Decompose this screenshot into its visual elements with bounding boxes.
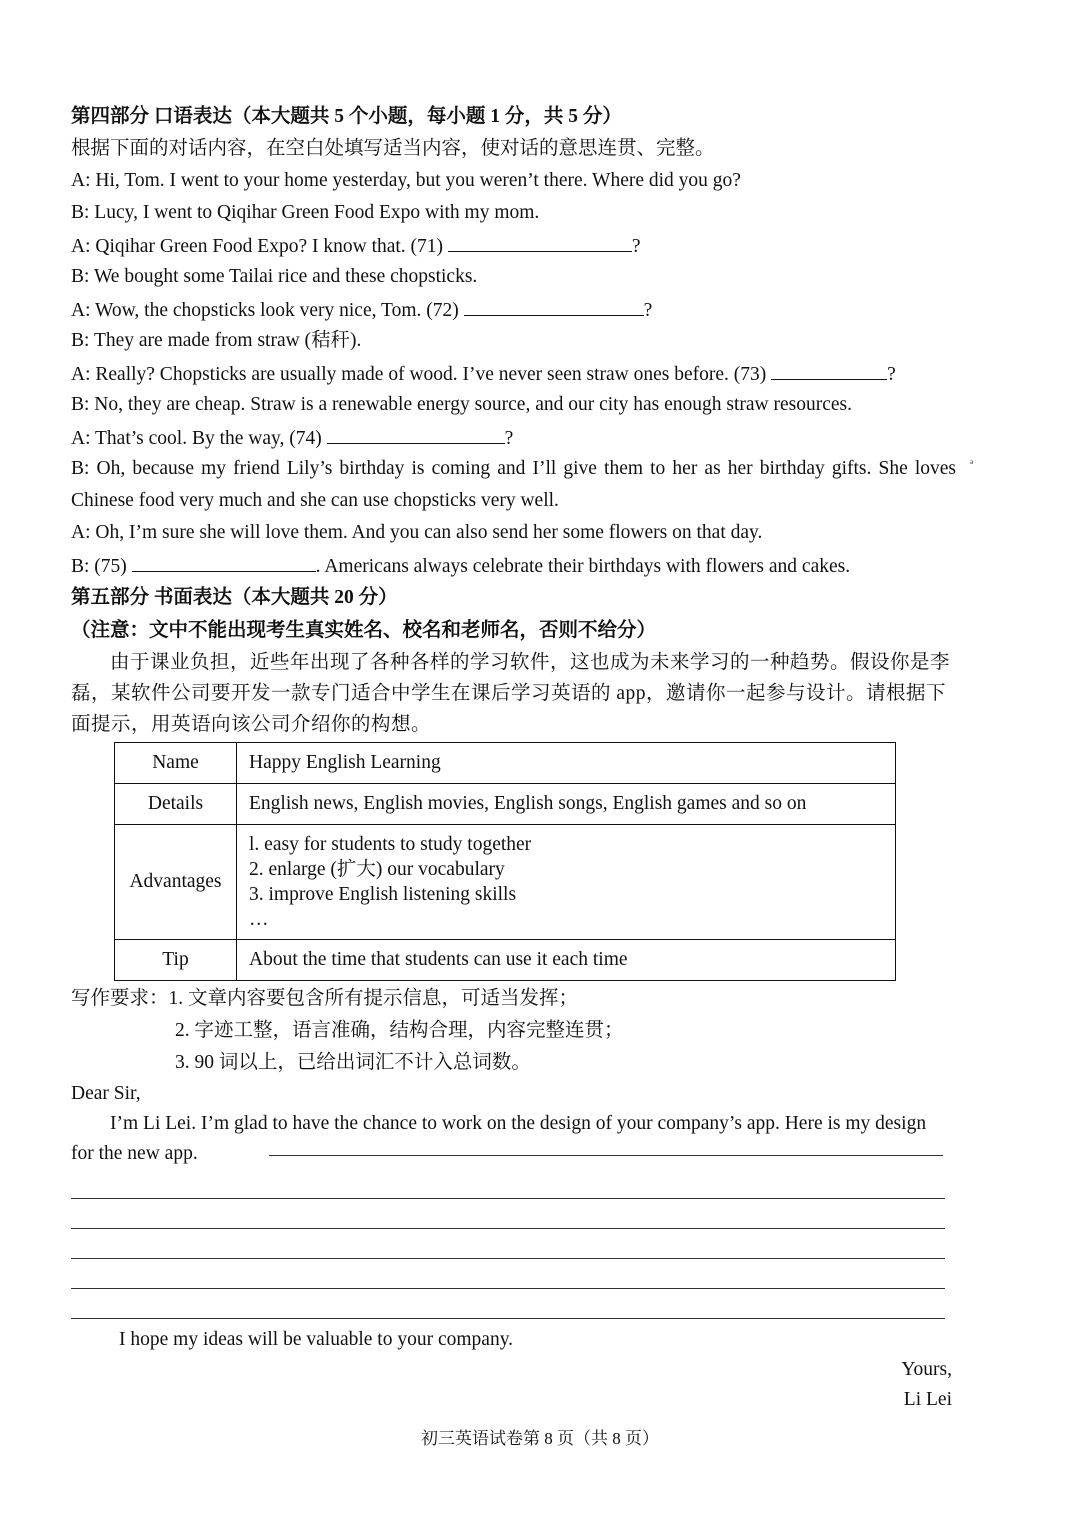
app-info-table xyxy=(114,742,896,981)
dialogue-text: A: Really? Chopsticks are usually made of wood. I’ve never seen straw ones before. (73) xyxy=(71,364,772,385)
writing-line[interactable] xyxy=(71,1229,945,1259)
part5-note: （注意：文中不能出现考生真实姓名、校名和老师名，否则不给分） xyxy=(71,620,657,641)
dialogue-text: A: That’s cool. By the way, (74) xyxy=(71,428,327,449)
answer-blank-75[interactable] xyxy=(132,549,316,572)
requirement-item: 1. 文章内容要包含所有提示信息，可适当发挥； xyxy=(168,988,579,1009)
dialogue-text: ? xyxy=(504,428,514,449)
answer-blank-71[interactable] xyxy=(448,229,632,252)
dialogue-text: ? xyxy=(887,364,896,385)
dialogue-line-75 xyxy=(71,549,956,581)
part4-instruction: 根据下面的对话内容，在空白处填写适当内容，使对话的意思连贯、完整。 xyxy=(71,138,715,159)
exam-page xyxy=(71,100,956,1415)
writing-line[interactable] xyxy=(269,1155,943,1156)
tip-key: Tip xyxy=(115,940,237,981)
table-row xyxy=(115,743,896,784)
dialogue-line: B: We bought some Tailai rice and these chopsticks. xyxy=(71,266,478,287)
writing-line[interactable] xyxy=(71,1289,945,1319)
requirement-line xyxy=(71,983,956,1015)
dialogue-line: A: Hi, Tom. I went to your home yesterday, but you weren’t there. Where did you go? xyxy=(71,170,741,191)
part5-heading: 第五部分 书面表达（本大题共 20 分） xyxy=(71,587,398,608)
letter-opening-text: I’m Li Lei. I’m glad to have the chance to work on the design of your company’s app. Here is my design for the new app. xyxy=(71,1113,927,1164)
page-footer: 初三英语试卷第 8 页（共 8 页） xyxy=(421,1429,659,1448)
dialogue-line-74 xyxy=(71,421,956,453)
dialogue-line-73 xyxy=(71,357,956,389)
table-row xyxy=(115,784,896,825)
advantage-item: l. easy for students to study together xyxy=(249,834,532,855)
requirement-item: 3. 90 词以上，已给出词汇不计入总词数。 xyxy=(175,1052,531,1073)
letter-salutation: Dear Sir, xyxy=(71,1083,141,1104)
advantage-item: 3. improve English listening skills xyxy=(249,884,517,905)
letter-signoff: Yours, xyxy=(901,1359,952,1380)
dialogue-line-71 xyxy=(71,229,956,261)
answer-blank-74[interactable] xyxy=(327,421,505,444)
table-row xyxy=(115,940,896,981)
advantage-item: 2. enlarge (扩大) our vocabulary xyxy=(249,859,505,880)
letter-closing: I hope my ideas will be valuable to your company. xyxy=(119,1329,514,1350)
dialogue-text: . Americans always celebrate their birthdays with flowers and cakes. xyxy=(315,556,851,577)
writing-line[interactable] xyxy=(71,1199,945,1229)
advantages-value xyxy=(237,825,896,940)
dialogue-line: B: No, they are cheap. Straw is a renewable energy source, and our city has enough straw resources. xyxy=(71,394,852,415)
dialogue-line: B: Lucy, I went to Qiqihar Green Food Expo with my mom. xyxy=(71,202,540,223)
writing-prompt: 由于课业负担，近些年出现了各种各样的学习软件，这也成为未来学习的一种趋势。假设你是李磊，某软件公司要开发一款专门适合中学生在课后学习英语的 app，邀请你一起参与设计。请根据下面提示，用英语向该公司介绍你的构想。 xyxy=(71,652,951,735)
letter-signature: Li Lei xyxy=(903,1389,952,1410)
answer-blank-72[interactable] xyxy=(464,293,644,316)
requirement-label: 写作要求： xyxy=(71,988,169,1009)
dialogue-text: A: Qiqihar Green Food Expo? I know that. (71) xyxy=(71,236,448,257)
name-value: Happy English Learning xyxy=(237,743,896,784)
table-row xyxy=(115,825,896,940)
dialogue-line: B: They are made from straw (秸秆). xyxy=(71,330,362,351)
part4-heading: 第四部分 口语表达（本大题共 5 个小题，每小题 1 分，共 5 分） xyxy=(71,106,622,127)
requirement-item: 2. 字迹工整，语言准确，结构合理，内容完整连贯； xyxy=(175,1020,624,1041)
name-key: Name xyxy=(115,743,237,784)
dialogue-text: A: Wow, the chopsticks look very nice, Tom. (72) xyxy=(71,300,464,321)
writing-line[interactable] xyxy=(71,1259,945,1289)
details-key: Details xyxy=(115,784,237,825)
details-value: English news, English movies, English songs, English games and so on xyxy=(237,784,896,825)
tip-value: About the time that students can use it each time xyxy=(237,940,896,981)
dialogue-line-72 xyxy=(71,293,956,325)
dialogue-text: B: (75) xyxy=(71,556,132,577)
advantages-key: Advantages xyxy=(115,825,237,940)
letter-opening xyxy=(71,1109,945,1169)
writing-line[interactable] xyxy=(71,1169,945,1199)
answer-blank-73[interactable] xyxy=(771,357,887,380)
dialogue-text: ? xyxy=(643,300,653,321)
edge-artifact: ª xyxy=(970,458,974,472)
dialogue-line: A: Oh, I’m sure she will love them. And you can also send her some flowers on that day. xyxy=(71,522,763,543)
dialogue-text: ? xyxy=(631,236,641,257)
advantage-item: … xyxy=(249,909,269,930)
dialogue-line: B: Oh, because my friend Lily’s birthday is coming and I’ll give them to her as her birthday gifts. She loves Chinese food very much and she can use chopsticks very well. xyxy=(71,458,956,511)
